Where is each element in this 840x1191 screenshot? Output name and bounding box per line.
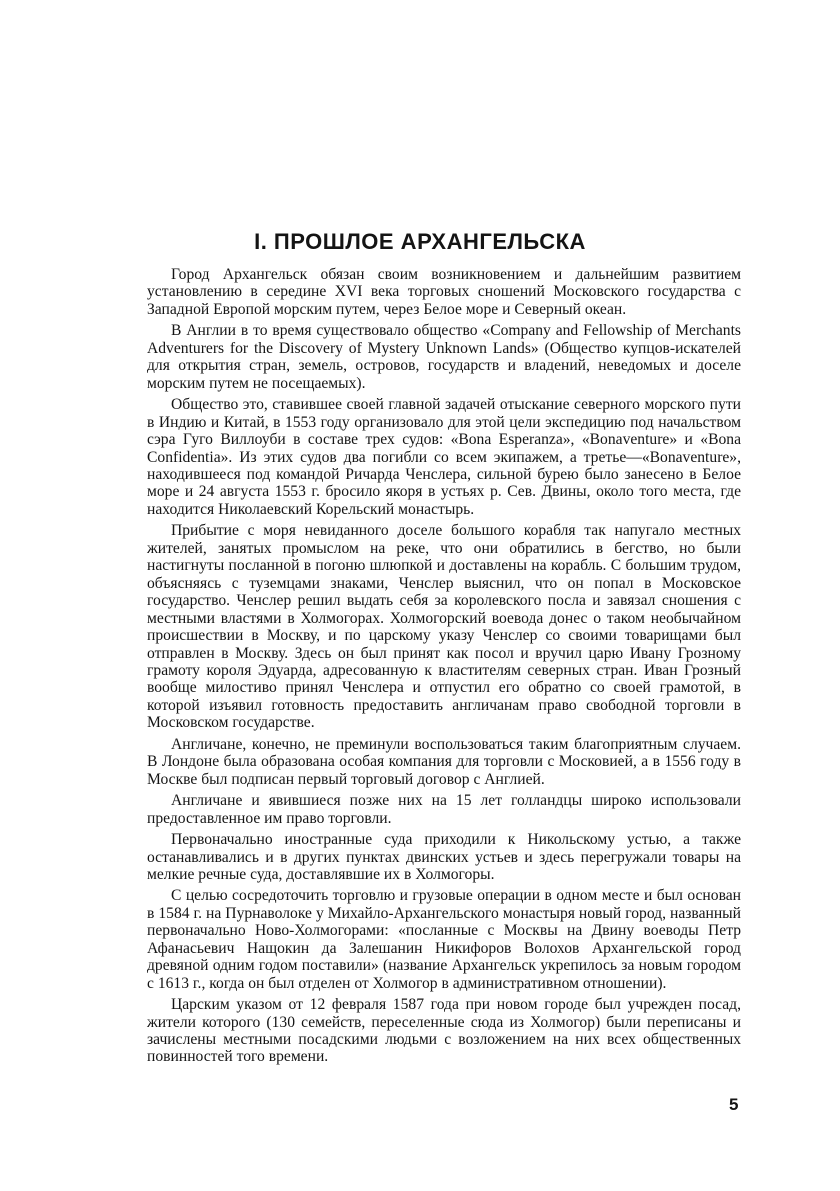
paragraph: В Англии в то время существовало общество «Company and Fellowship of Merchants Adventurers for the Discovery of Mystery Unknown Lands» (Общество купцов-искателей для открытия стран, земель, островов, государств и владений, неведомых и доселе морским путем не посещаемых). bbox=[147, 322, 741, 392]
paragraph: Прибытие с моря невиданного доселе большого корабля так напугало местных жителей, занятых промыслом на реке, что они обратились в бегство, но были настигнуты посланной в погоню шлюпкой и доставлены на корабль. С большим трудом, объясняясь с туземцами знаками, Ченслер выяснил, что он попал в Московское государство. Ченслер решил выдать себя за королевского посла и завязал сношения с местными властями в Холмогорах. Холмогорский воевода донес о таком необычайном происшествии в Москву, и по царскому указу Ченслер со своими товарищами был отправлен в Москву. Здесь он был принят как посол и вручил царю Ивану Грозному грамоту короля Эдуарда, адресованную к властителям северных стран. Иван Грозный вообще милостиво принял Ченслера и отпустил его обратно со своей грамотой, в которой изъявил готовность предоставить англичанам право свободной торговли в Московском государстве. bbox=[147, 522, 741, 732]
paragraph: Общество это, ставившее своей главной задачей отыскание северного морского пути в Индию и Китай, в 1553 году организовало для этой цели экспедицию под начальством сэра Гуго Виллоуби в составе трех судов: «Bona Esperanza», «Bonaventure» и «Bona Confidentia». Из этих судов два погибли со всем экипажем, а третье—«Bonaventure», находившееся под командой Ричарда Ченслера, сильной бурею было занесено в Белое море и 24 августа 1553 г. бросило якоря в устьях р. Сев. Двины, около того места, где находится Николаевский Корельский монастырь. bbox=[147, 396, 741, 518]
paragraph: Царским указом от 12 февраля 1587 года при новом городе был учрежден посад, жители которого (130 семейств, переселенные сюда из Холмогор) были переписаны и зачислены местными посадскими людьми с возложением на них всех общественных повинностей того времени. bbox=[147, 996, 741, 1066]
paragraph: Первоначально иностранные суда приходили к Никольскому устью, а также останавливались и в других пунктах двинских устьев и здесь перегружали товары на мелкие речные суда, доставлявшие их в Холмогоры. bbox=[147, 831, 741, 883]
paragraph: Город Архангельск обязан своим возникновением и дальнейшим развитием установлению в середине XVI века торговых сношений Московского государства с Западной Европой морским путем, через Белое море и Северный океан. bbox=[147, 266, 741, 318]
paragraph: Англичане, конечно, не преминули воспользоваться таким благоприятным случаем. В Лондоне была образована особая компания для торговли с Московией, а в 1556 году в Москве был подписан первый торговый договор с Англией. bbox=[147, 735, 741, 788]
page-number: 5 bbox=[729, 1095, 739, 1114]
chapter-title: I. ПРОШЛОЕ АРХАНГЕЛЬСКА bbox=[254, 229, 586, 254]
paragraph: Англичане и явившиеся позже них на 15 лет голландцы широко использовали предоставленное им право торговли. bbox=[147, 792, 741, 827]
chapter-body bbox=[147, 266, 741, 1070]
paragraph: С целью сосредоточить торговлю и грузовые операции в одном месте и был основан в 1584 г. на Пурнаволоке у Михайло-Архангельского монастыря новый город, названный первоначально Ново-Холмогорами: «посланные с Москвы на Двину воеводы Петр Афанасьевич Нащокин да Залешанин Никифоров Волохов Архангельской город древяной одним годом поставили» (название Архангельск укрепилось за новым городом с 1613 г., когда он был отделен от Холмогор в административном отношении). bbox=[147, 887, 741, 992]
